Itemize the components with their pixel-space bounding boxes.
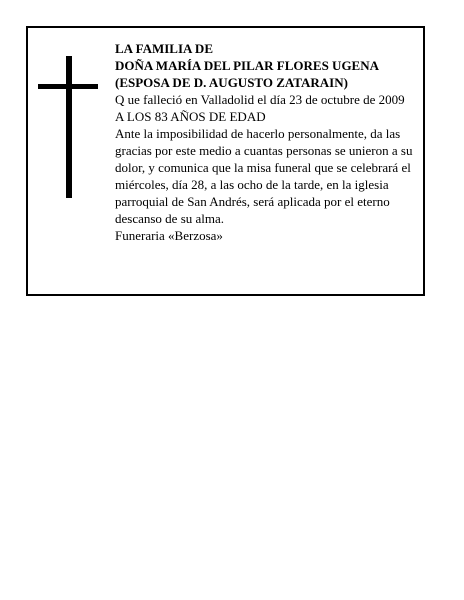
notice-body: Ante la imposibilidad de hacerlo personalmente, da las gracias por este medio a cuantas personas se unieron a su dolor, y comunica que la misa funeral que se celebrará el miércoles, día 28, a las ocho de la tarde, en la iglesia parroquial de San Andrés, será aplicada por el eterno descanso de su alma. xyxy=(115,126,413,226)
deceased-name: DOÑA MARÍA DEL PILAR FLORES UGENA xyxy=(115,58,380,73)
notice-text-block xyxy=(115,40,421,244)
funeral-home: Funeraria «Berzosa» xyxy=(115,228,223,243)
cross-horizontal-bar xyxy=(38,84,98,89)
cross-vertical-bar xyxy=(66,56,72,198)
spouse-line: (ESPOSA DE D. AUGUSTO ZATARAIN) xyxy=(115,75,348,90)
age-line: A LOS 83 AÑOS DE EDAD xyxy=(115,109,266,124)
notice-family-heading: LA FAMILIA DE xyxy=(115,41,213,56)
obituary-notice xyxy=(26,26,425,296)
death-date-line: Q ue falleció en Valladolid el día 23 de octubre de 2009 xyxy=(115,92,405,107)
